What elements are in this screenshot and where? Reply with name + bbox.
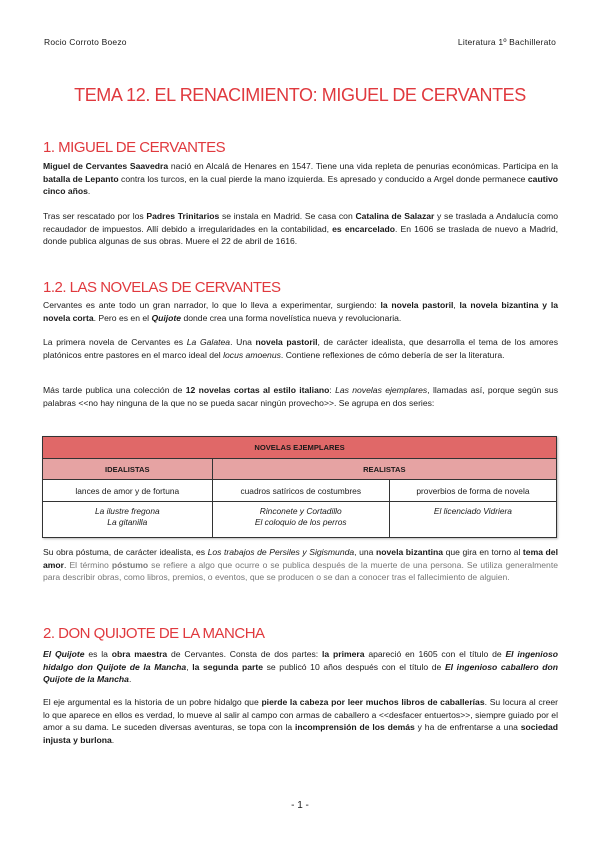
text-segment: la novela pastoril [380,300,454,310]
paragraph-narrador [43,299,558,324]
table-cell-works [43,502,213,538]
text-segment: novela bizantina [376,547,444,557]
text-segment: la primera [321,649,365,659]
document-title: TEMA 12. EL RENACIMIENTO: MIGUEL DE CERVANTES [74,85,526,105]
text-segment: . Una [230,337,256,347]
text-segment: se publicó 10 años después con el título de [262,661,445,672]
text-segment: . [87,186,91,197]
text-segment: , [186,661,193,672]
text-segment: Su obra póstuma, de carácter idealista, es [43,547,208,557]
text-segment: . Pero es en el [93,312,152,323]
table-cell-works [212,502,389,538]
work-title: La gitanilla [107,516,148,527]
header-author: Rocio Corroto Boezo [44,37,127,47]
text-segment: se refiere a algo que ocurre o se publica después de la muerte de una persona. Se utiliza generalmente para describir obras, como libros, premios, o eventos, que se producen o se dan a conocer tras el fallecimiento de alguien. [43,559,558,583]
text-segment: La primera novela de Cervantes es [43,337,187,347]
table-cell-works [389,502,556,538]
text-segment: pierde la cabeza por leer muchos libros de caballerías [261,697,485,707]
text-segment: apareció en 1605 con el título de [364,649,506,659]
paragraph-galatea [43,336,558,361]
text-segment: Miguel de Cervantes Saavedra [43,161,169,171]
text-segment: donde crea una forma novelística nueva y revolucionaria. [181,312,402,323]
table-group-realistas: REALISTAS [212,459,556,480]
paragraph-quijote-partes [43,648,558,686]
text-segment: : [329,385,336,395]
text-segment: Catalina de Salazar [355,211,435,221]
text-segment: es encarcelado [332,223,395,234]
text-segment: y ha de enfrentarse a una [414,722,521,733]
text-segment: . [111,734,115,745]
text-segment: contra los turcos, en la cual pierde la mano izquierda. Es apresado y conducido a Argel donde permanece [118,173,528,184]
text-segment: Padres Trinitarios [146,211,220,221]
text-segment: , llamadas así, porque según sus palabras <<no hay ninguna de la que no se pueda sacar ningún provecho>>. Se agrupa en dos series: [43,385,559,408]
text-segment: La Galatea [186,337,231,347]
text-segment: y se traslada a Andalucía como recaudador de impuestos. Allí debido a irregularidades en la contabilidad, [43,211,558,234]
text-segment: es la [84,649,112,659]
text-segment: la novela bizantina y la novela corta [43,300,558,323]
table-cell-theme: lances de amor y de fortuna [43,480,213,502]
text-segment: nació en Alcalá de Henares en 1547. Tiene una vida repleta de penurias económicas. Participa en la [168,161,558,171]
work-title: Rinconete y Cortadillo [259,506,342,516]
text-segment: . Contiene reflexiones de cómo debería de ser la literatura. [280,349,505,360]
section-heading-quijote: 2. DON QUIJOTE DE LA MANCHA [43,625,265,642]
text-segment: . [64,559,70,570]
text-segment: obra maestra [111,649,168,659]
text-segment: Cervantes es ante todo un gran narrador, lo que lo lleva a experimentar, surgiendo: [43,300,381,310]
paragraph-biography-1 [43,160,558,198]
text-segment: El eje argumental es la historia de un pobre hidalgo que [43,697,262,707]
text-segment: batalla de Lepanto [43,173,119,184]
paragraph-biography-2 [43,210,558,248]
text-segment: la segunda parte [192,661,263,672]
text-segment: , de carácter idealista, que desarrolla el tema de los amores platónicos entre pastores en el marco ideal del [43,337,559,360]
text-segment: póstumo [111,559,149,570]
table-group-idealistas: IDEALISTAS [43,459,213,480]
text-segment: , una [354,547,377,557]
text-segment: Quijote [151,312,182,323]
text-segment: de Cervantes. Consta de dos partes: [167,649,322,659]
paragraph-obra-postuma [43,546,558,584]
table-cell-theme: cuadros satíricos de costumbres [212,480,389,502]
text-segment: El ingenioso hidalgo don Quijote de la Mancha [43,649,558,672]
section-heading-cervantes: 1. MIGUEL DE CERVANTES [43,139,226,156]
text-segment: . En 1606 se traslada de nuevo a Madrid, donde publica algunas de sus obras. Muere el 22 de abril de 1616. [43,223,558,247]
work-title: El licenciado Vidriera [433,506,512,516]
text-segment: El Quijote [43,649,85,659]
work-title: El coloquio de los perros [254,516,347,527]
text-segment: . [128,674,132,685]
text-segment: tema del amor [43,547,558,570]
paragraph-quijote-argumento [43,696,558,746]
work-title: La ilustre fregona [94,506,160,516]
page-number: - 1 - [291,800,309,811]
text-segment: cautivo cinco años [43,173,558,197]
header-course: Literatura 1º Bachillerato [457,37,556,47]
text-segment: El término [69,559,112,570]
text-segment: . Su locura al creer lo que aparece en ellos es verdad, lo mueve al salir al campo con armas de caballero a <<desfacer entuertos>>, siempre guiado por el amor a su dama. Le suceden diversas aventuras, se topa con la [43,697,558,733]
text-segment: se instala en Madrid. Se casa con [219,211,356,221]
text-segment: que gira en torno al [443,547,523,557]
table-cell-theme: proverbios de forma de novela [389,480,556,502]
paragraph-ejemplares [43,384,558,409]
text-segment: 12 novelas cortas al estilo italiano [185,385,330,395]
text-segment: El ingenioso caballero don Quijote de la Mancha [43,661,558,685]
text-segment: locus amoenus [223,349,281,360]
text-segment: novela pastoril [255,337,318,347]
text-segment: , [453,300,460,310]
text-segment: incomprensión de los demás [295,722,415,733]
text-segment: Las novelas ejemplares [335,385,428,395]
novelas-ejemplares-table [42,436,557,538]
text-segment: Los trabajos de Persiles y Sigismunda [207,547,355,557]
section-heading-novelas: 1.2. LAS NOVELAS DE CERVANTES [43,279,281,296]
text-segment: sociedad injusta y burlona [43,722,559,745]
text-segment: Tras ser rescatado por los [43,211,147,221]
text-segment: Más tarde publica una colección de [43,385,186,395]
table-title: NOVELAS EJEMPLARES [43,437,557,459]
